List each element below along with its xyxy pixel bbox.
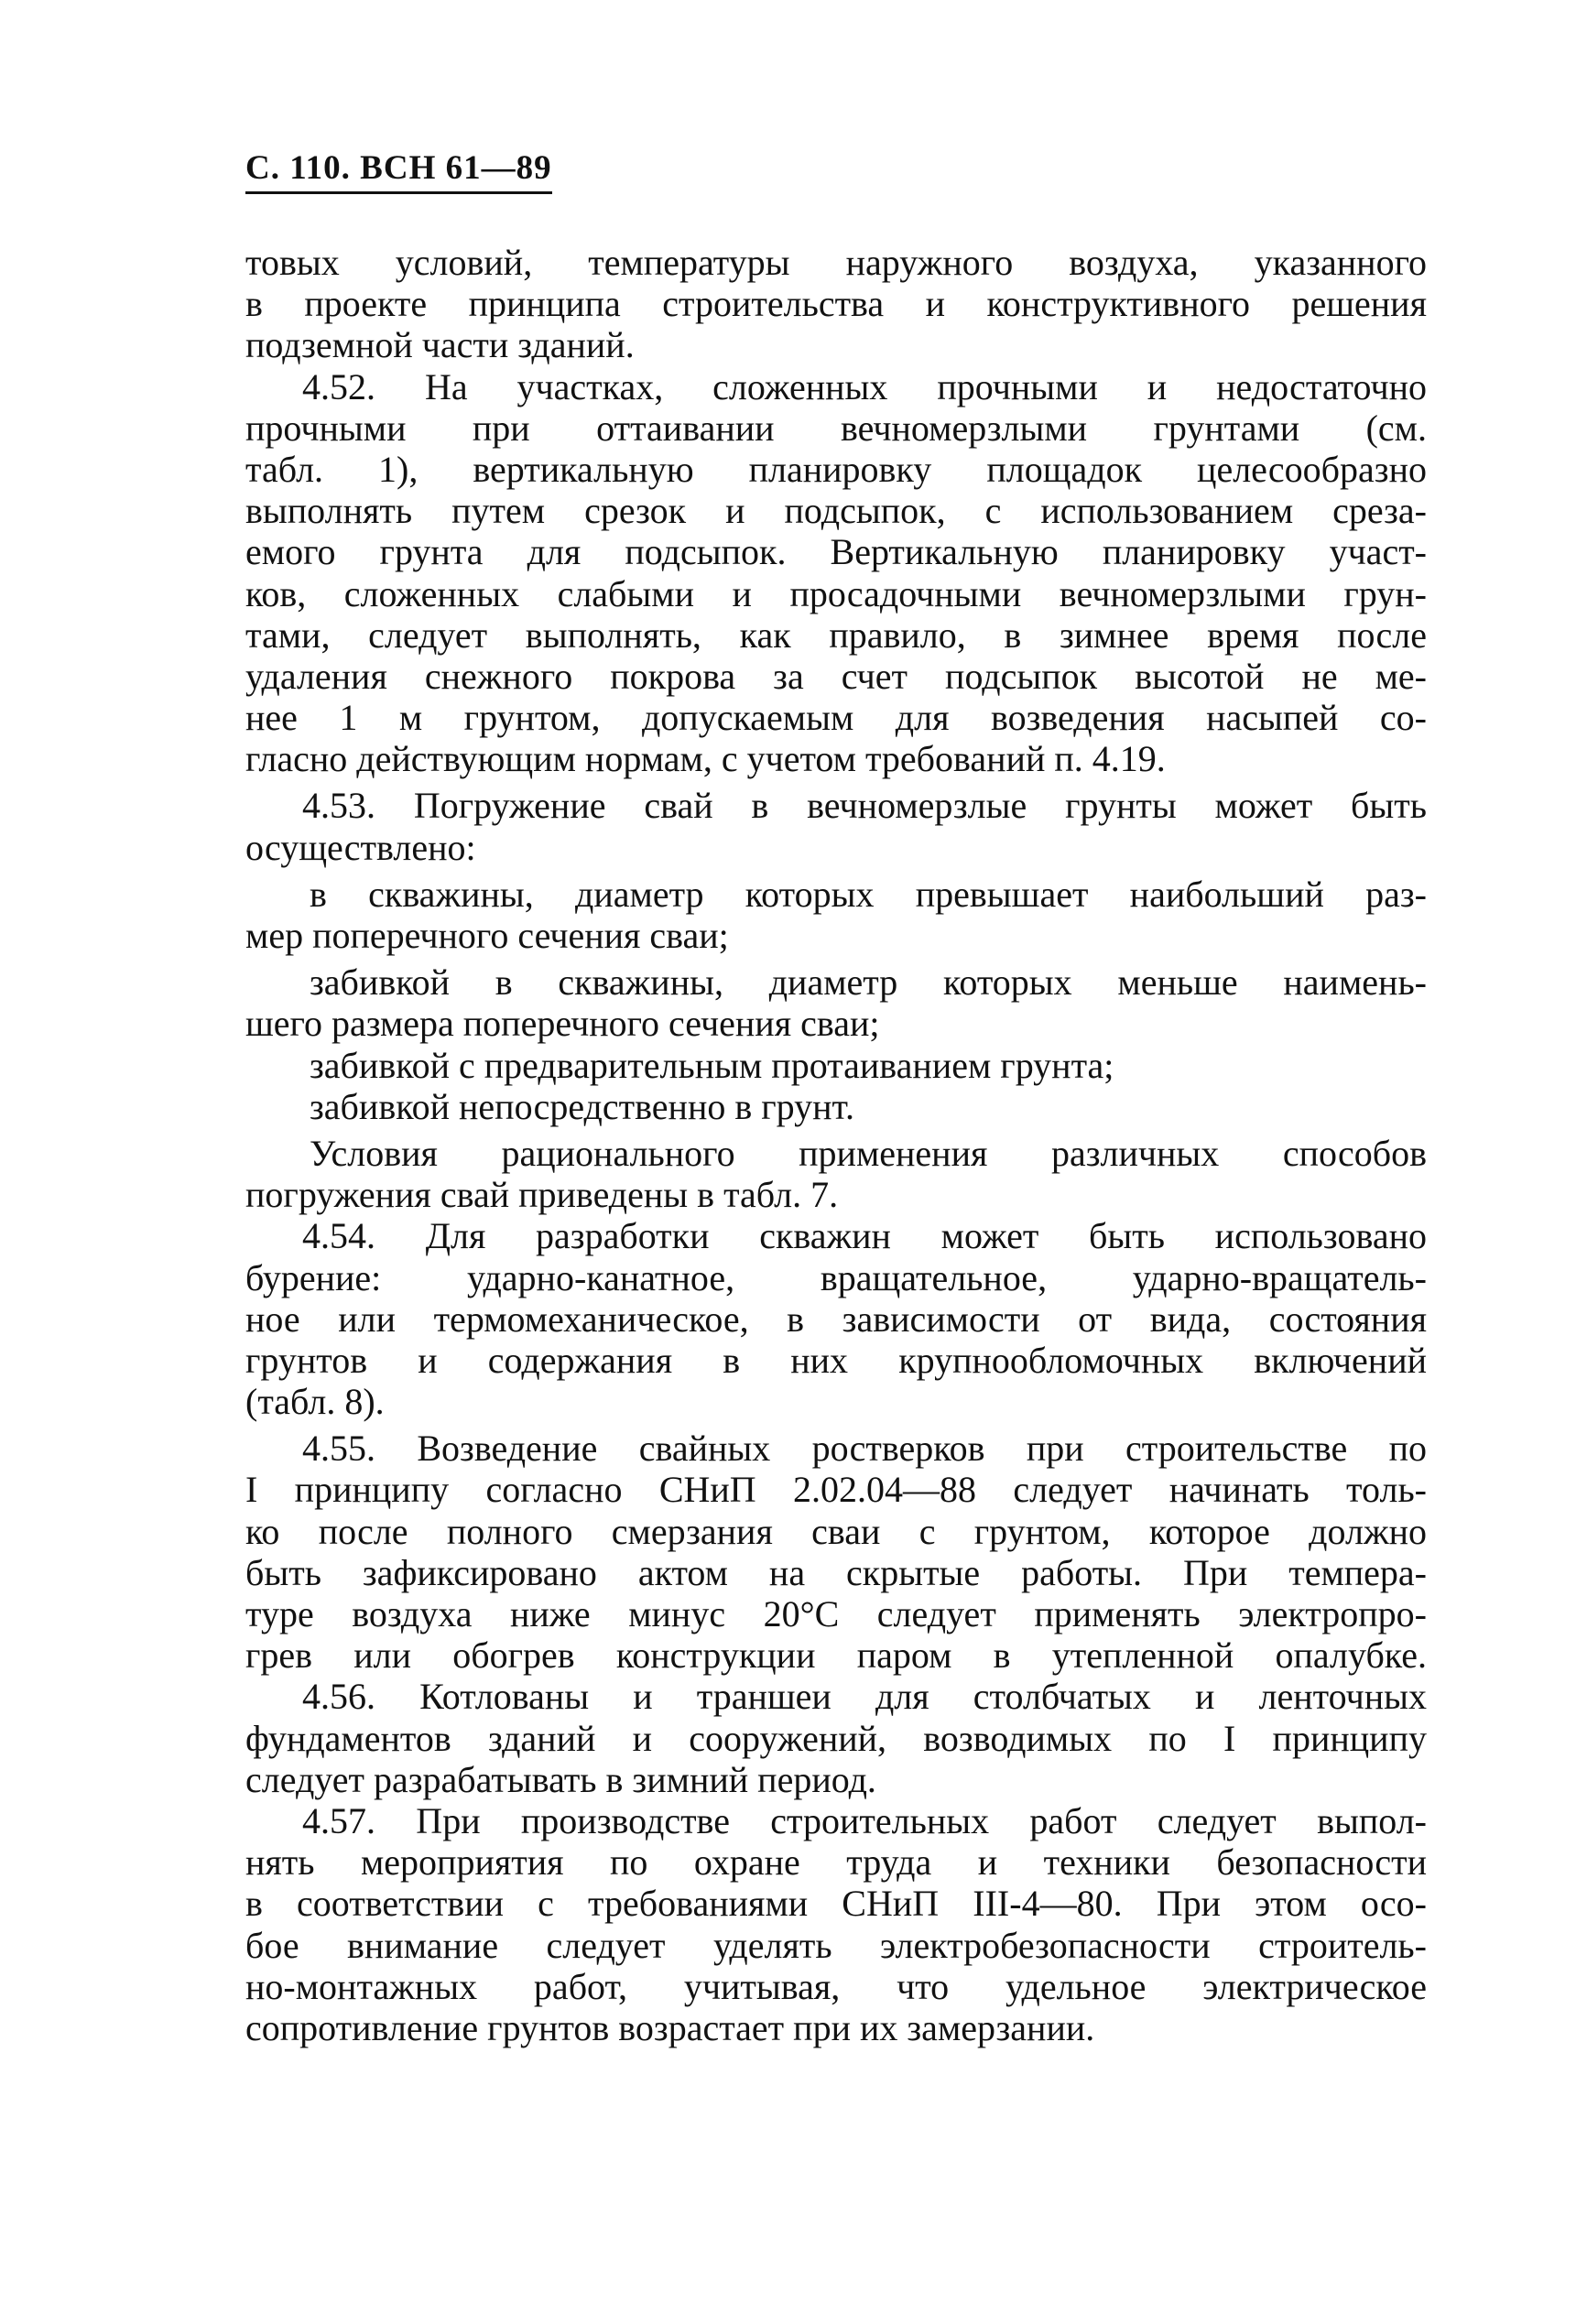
text-line: быть зафиксировано актом на скрытые работы. При темпера- [245, 1551, 1427, 1593]
text-line: ков, сложенных слабыми и просадочными вечномерзлыми грун- [245, 572, 1427, 614]
text-line: табл. 1), вертикальную планировку площадок целесообразно [245, 448, 1427, 490]
text-line: гласно действующим нормам, с учетом требований п. 4.19. [245, 738, 1166, 780]
text-line: товых условий, температуры наружного воздуха, указанного [245, 242, 1427, 283]
text-line: туре воздуха ниже минус 20°С следует применять электропро- [245, 1593, 1427, 1634]
text-line: грев или обогрев конструкции паром в утепленной опалубке. [245, 1634, 1427, 1677]
text-line: бое внимание следует уделять электробезопасности строитель- [245, 1924, 1427, 1966]
text-line: прочными при оттаивании вечномерзлыми грунтами (см. [245, 407, 1427, 449]
paragraph-4-52-start: 4.52. На участках, сложенных прочными и недостаточно [302, 365, 1427, 407]
text-line: емого грунта для подсыпок. Вертикальную планировку участ- [245, 531, 1427, 573]
text-line: следует разрабатывать в зимний период. [245, 1758, 876, 1800]
text-line: подземной части зданий. [245, 324, 635, 366]
text-line: нее 1 м грунтом, допускаемым для возведения насыпей со- [245, 697, 1427, 739]
paragraph-4-55-start: 4.55. Возведение свайных ростверков при строительстве по [302, 1428, 1427, 1470]
list-item: в скважины, диаметр которых превышает наибольший раз- [310, 873, 1427, 915]
text-line: но-монтажных работ, учитывая, что удельное электрическое [245, 1965, 1427, 2007]
text-line: нять мероприятия по охране труда и техники безопасности [245, 1841, 1427, 1884]
text-line: мер поперечного сечения сваи; [245, 915, 729, 956]
body-text [245, 242, 1427, 2048]
text-line: ное или термомеханическое, в зависимости от вида, состояния [245, 1298, 1427, 1340]
text-line: в соответствии с требованиями СНиП III-4—80. При этом осо- [245, 1883, 1427, 1925]
text-line: I принципу согласно СНиП 2.02.04—88 следует начинать толь- [245, 1469, 1427, 1511]
list-item: забивкой с предварительным протаиванием грунта; [310, 1044, 1114, 1086]
text-line: ко после полного смерзания сваи с грунтом, которое должно [245, 1510, 1427, 1552]
list-item: забивкой в скважины, диаметр которых меньше наимень- [310, 961, 1427, 1004]
text-line: в проекте принципа строительства и конструктивного решения [245, 283, 1427, 325]
text-line: Условия рационального применения различных способов [310, 1132, 1427, 1174]
text-line: бурение: ударно-канатное, вращательное, ударно-вращатель- [245, 1256, 1427, 1298]
text-line: грунтов и содержания в них крупнообломочных включений [245, 1339, 1427, 1381]
paragraph-4-54-start: 4.54. Для разработки скважин может быть использовано [302, 1215, 1427, 1257]
paragraph-4-56-start: 4.56. Котлованы и траншеи для столбчатых и ленточных [302, 1676, 1427, 1718]
text-line: погружения свай приведены в табл. 7. [245, 1174, 839, 1216]
text-line: осуществлено: [245, 826, 476, 868]
text-line: удаления снежного покрова за счет подсыпок высотой не ме- [245, 655, 1427, 697]
page-header: С. 110. ВСН 61—89 [245, 148, 552, 194]
text-line: шего размера поперечного сечения сваи; [245, 1003, 880, 1045]
text-line: тами, следует выполнять, как правило, в зимнее время после [245, 614, 1427, 656]
text-line: выполнять путем срезок и подсыпок, с использованием среза- [245, 490, 1427, 532]
text-line: фундаментов зданий и сооружений, возводимых по I принципу [245, 1717, 1427, 1759]
list-item: забивкой непосредственно в грунт. [310, 1085, 854, 1127]
text-line: (табл. 8). [245, 1381, 385, 1423]
paragraph-4-57-start: 4.57. При производстве строительных работ следует выпол- [302, 1799, 1427, 1841]
text-line: сопротивление грунтов возрастает при их замерзании. [245, 2006, 1095, 2048]
paragraph-4-53-start: 4.53. Погружение свай в вечномерзлые грунты может быть [302, 785, 1427, 827]
